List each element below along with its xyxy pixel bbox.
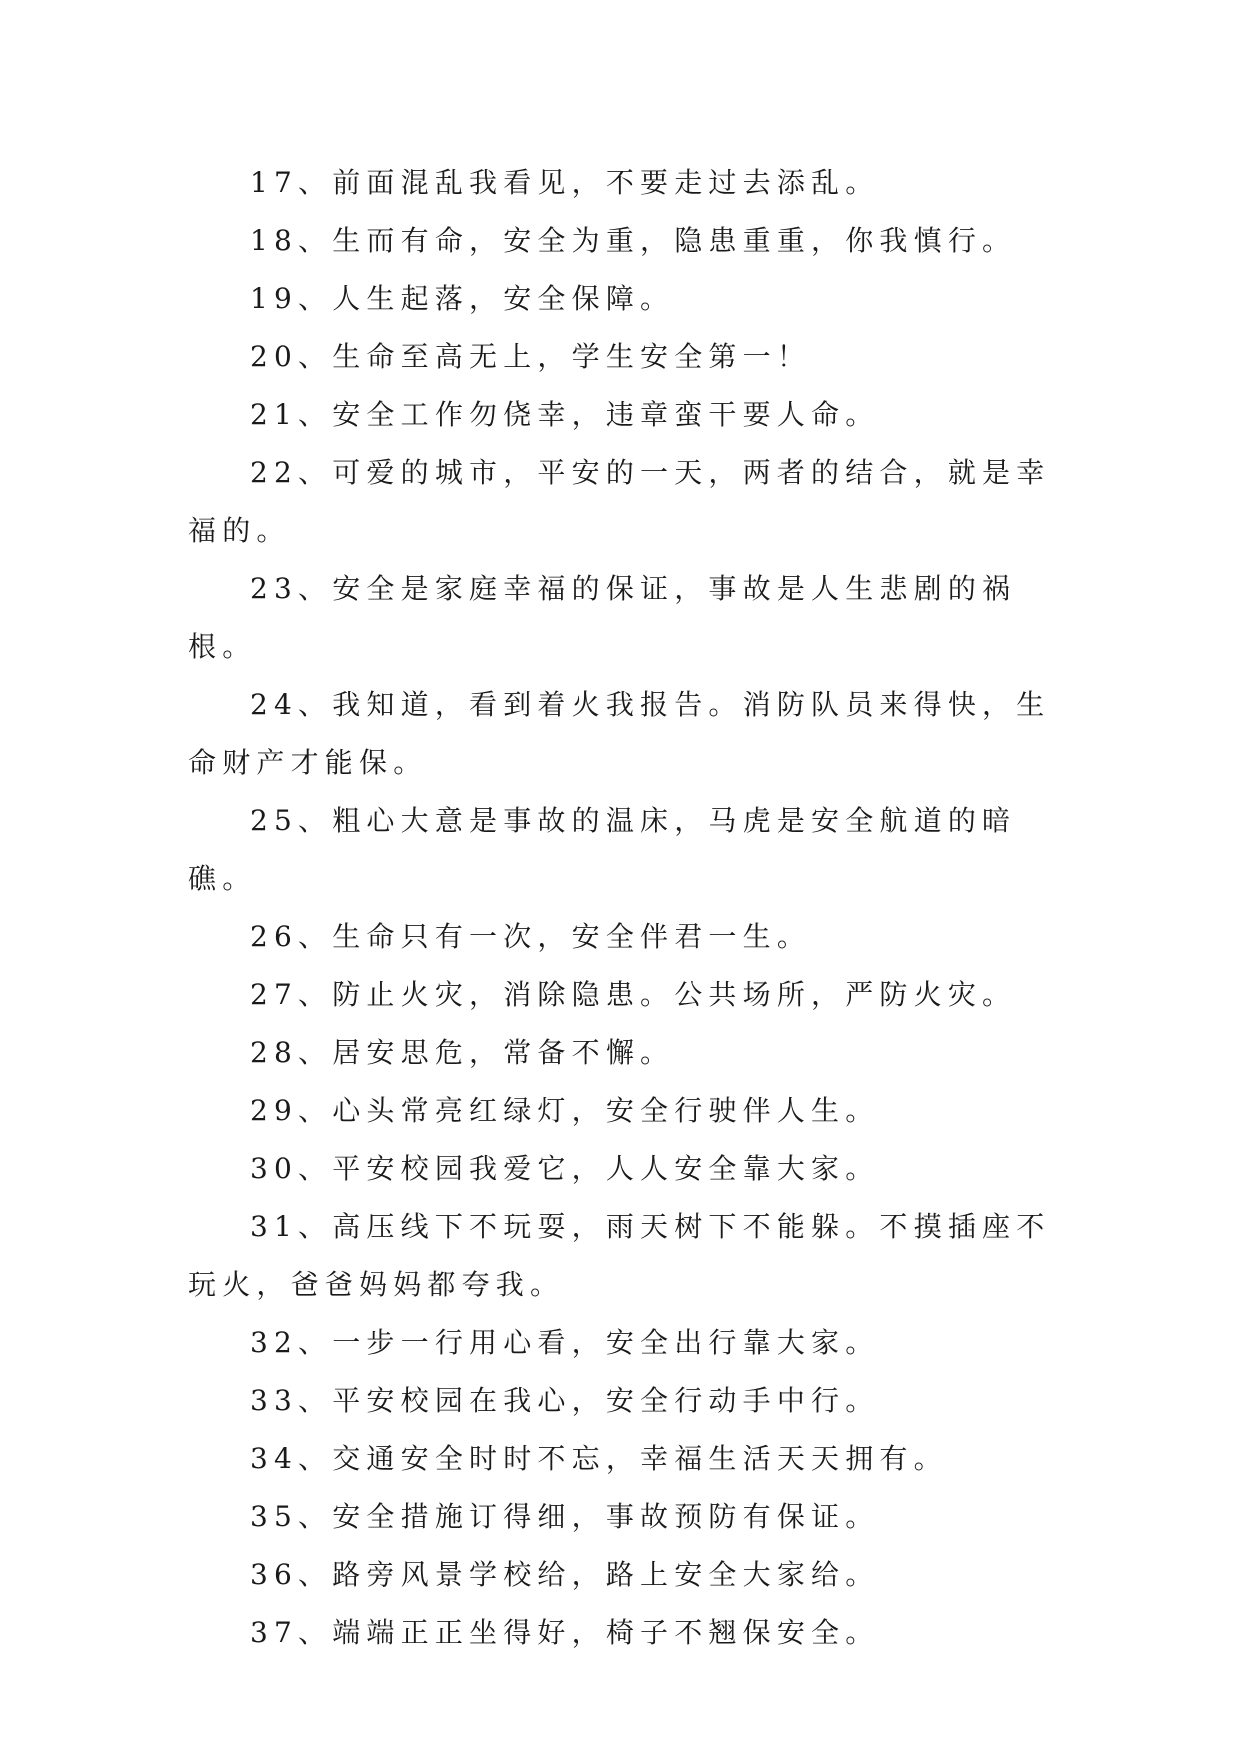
slogan-paragraph: 29、心头常亮红绿灯，安全行驶伴人生。 [250, 1094, 880, 1127]
slogan-paragraph: 28、居安思危，常备不懈。 [250, 1036, 675, 1069]
slogan-paragraph: 20、生命至高无上，学生安全第一！ [250, 340, 812, 373]
slogan-paragraph: 31、高压线下不玩耍，雨天树下不能躲。不摸插座不玩火，爸爸妈妈都夸我。 [188, 1210, 1051, 1301]
slogan-paragraph: 24、我知道，看到着火我报告。消防队员来得快，生命财产才能保。 [188, 688, 1051, 779]
slogan-paragraph: 17、前面混乱我看见，不要走过去添乱。 [250, 166, 880, 199]
slogan-paragraph: 27、防止火灾，消除隐患。公共场所，严防火灾。 [250, 978, 1017, 1011]
slogan-paragraph: 33、平安校园在我心，安全行动手中行。 [250, 1384, 880, 1417]
slogan-paragraph: 34、交通安全时时不忘，幸福生活天天拥有。 [250, 1442, 948, 1475]
slogan-paragraph: 22、可爱的城市，平安的一天，两者的结合，就是幸福的。 [188, 456, 1051, 547]
slogan-paragraph: 25、粗心大意是事故的温床，马虎是安全航道的暗礁。 [188, 804, 1017, 895]
slogan-paragraph: 30、平安校园我爱它，人人安全靠大家。 [250, 1152, 880, 1185]
slogan-paragraph: 26、生命只有一次，安全伴君一生。 [250, 920, 812, 953]
slogan-paragraph: 21、安全工作勿侥幸，违章蛮干要人命。 [250, 398, 880, 431]
slogan-paragraph: 36、路旁风景学校给，路上安全大家给。 [250, 1558, 880, 1591]
slogan-paragraph: 32、一步一行用心看，安全出行靠大家。 [250, 1326, 880, 1359]
slogan-paragraph: 35、安全措施订得细，事故预防有保证。 [250, 1500, 880, 1533]
document-body [188, 154, 1058, 1662]
slogan-paragraph: 18、生而有命，安全为重，隐患重重，你我慎行。 [250, 224, 1017, 257]
slogan-paragraph: 19、人生起落，安全保障。 [250, 282, 675, 315]
slogan-paragraph: 23、安全是家庭幸福的保证，事故是人生悲剧的祸根。 [188, 572, 1017, 663]
slogan-paragraph: 37、端端正正坐得好，椅子不翘保安全。 [250, 1616, 880, 1649]
